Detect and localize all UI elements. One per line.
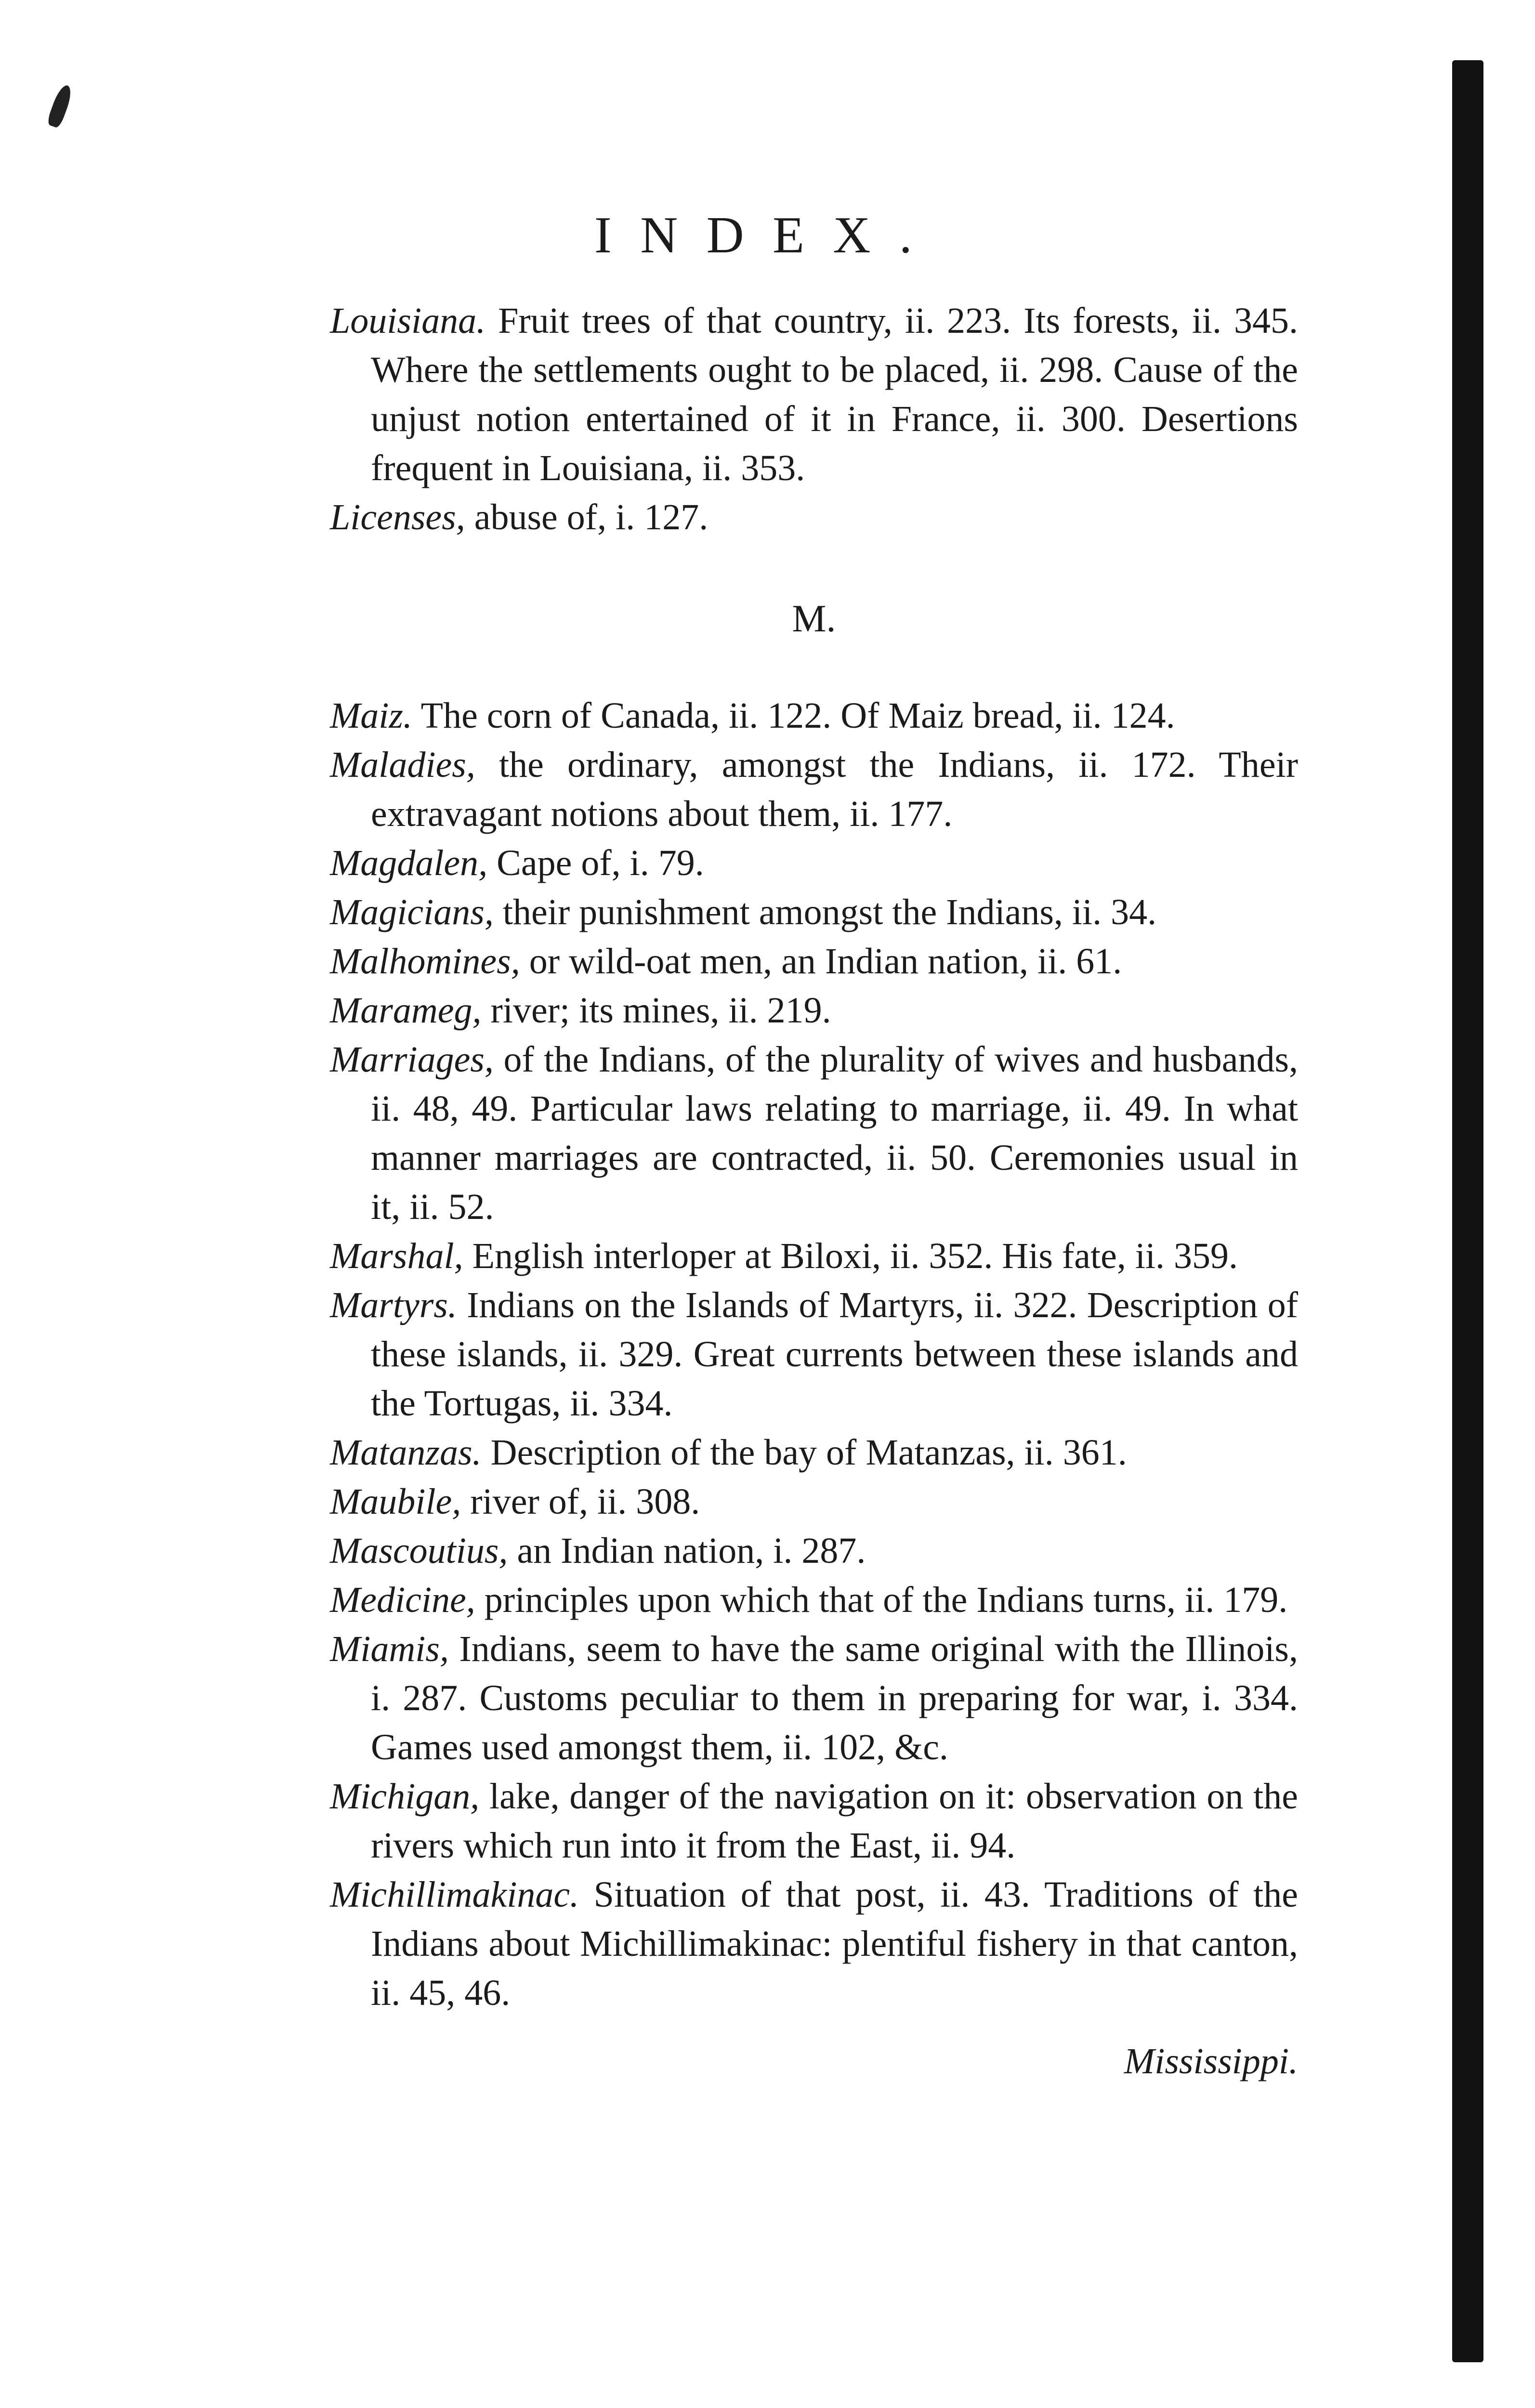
index-entry	[330, 1772, 1298, 1870]
entry-headword: Michillimakinac.	[330, 1874, 579, 1915]
entry-headword: Michigan,	[330, 1776, 480, 1817]
entry-headword: Maladies,	[330, 745, 475, 785]
entry-headword: Louisiana.	[330, 301, 486, 341]
entry-text: the ordinary, amongst the Indians, ii. 172. Their extravagant notions about them, ii. 177.	[371, 745, 1299, 834]
entry-text: English interloper at Biloxi, ii. 352. His fate, ii. 359.	[472, 1236, 1238, 1276]
entry-text: or wild-oat men, an Indian nation, ii. 61.	[529, 941, 1122, 982]
catchword: Mississippi.	[1124, 2041, 1298, 2081]
entry-text: an Indian nation, i. 287.	[517, 1531, 866, 1571]
entry-text: abuse of, i. 127.	[474, 497, 708, 537]
index-entry	[330, 1477, 1298, 1526]
entry-headword: Marshal,	[330, 1236, 463, 1276]
index-entry	[330, 1624, 1298, 1772]
ink-mark	[46, 83, 75, 129]
entry-text: Description of the bay of Matanzas, ii. 361.	[490, 1432, 1127, 1473]
running-head: INDEX.	[594, 207, 941, 264]
entry-text: Indians on the Islands of Martyrs, ii. 322. Description of these islands, ii. 329. Great currents between these islands and the Tortugas, ii. 334.	[371, 1285, 1299, 1424]
index-entry	[330, 296, 1298, 493]
index-entry	[330, 691, 1298, 740]
page-edge-shadow	[1452, 60, 1483, 2362]
index-entry	[330, 838, 1298, 888]
entry-headword: Medicine,	[330, 1580, 475, 1620]
section-letter: M.	[792, 598, 836, 640]
entry-text: principles upon which that of the Indians turns, ii. 179.	[484, 1580, 1288, 1620]
entry-headword: Maiz.	[330, 695, 412, 736]
entry-text: river of, ii. 308.	[470, 1481, 700, 1522]
entry-headword: Marameg,	[330, 990, 482, 1031]
entry-headword: Mascoutius,	[330, 1531, 508, 1571]
entry-text: of the Indians, of the plurality of wives and husbands, ii. 48, 49. Particular laws relating to marriage, ii. 49. In what manner marriages are contracted, ii. 50. Ceremonies usual in it, ii. 52.	[371, 1039, 1299, 1227]
index-entry	[330, 1035, 1298, 1231]
entry-text: river; its mines, ii. 219.	[490, 990, 831, 1031]
entry-text: Cape of, i. 79.	[497, 843, 704, 883]
entry-text: their punishment amongst the Indians, ii. 34.	[502, 892, 1157, 932]
index-entry	[330, 1231, 1298, 1281]
index-entry	[330, 986, 1298, 1035]
index-entry	[330, 1870, 1298, 2017]
index-entry	[330, 1575, 1298, 1624]
entry-headword: Martyrs.	[330, 1285, 457, 1325]
index-entry	[330, 1526, 1298, 1575]
index-entry	[330, 1281, 1298, 1428]
entry-headword: Malhomines,	[330, 941, 520, 982]
entry-text: Fruit trees of that country, ii. 223. Its forests, ii. 345. Where the settlements ought to be placed, ii. 298. Cause of the unjust notion entertained of it in France, ii. 300. Desertions frequent in Louisiana, ii. 353.	[371, 301, 1299, 488]
entry-headword: Licenses,	[330, 497, 465, 537]
entry-headword: Magdalen,	[330, 843, 488, 883]
entry-headword: Marriages,	[330, 1039, 494, 1080]
index-entry	[330, 493, 1298, 542]
entry-headword: Magicians,	[330, 892, 494, 932]
entry-text: Situation of that post, ii. 43. Traditions of the Indians about Michillimakinac: plentiful fishery in that canton, ii. 45, 46.	[371, 1874, 1298, 2013]
index-entry	[330, 1428, 1298, 1477]
index-entry	[330, 888, 1298, 937]
entry-text: lake, danger of the navigation on it: observation on the rivers which run into it from the East, ii. 94.	[371, 1776, 1299, 1866]
entry-headword: Maubile,	[330, 1481, 461, 1522]
index-entry	[330, 740, 1298, 838]
index-body	[330, 296, 1298, 2086]
index-entry	[330, 937, 1298, 986]
entry-text: The corn of Canada, ii. 122. Of Maiz bread, ii. 124.	[420, 695, 1175, 736]
entry-headword: Matanzas.	[330, 1432, 482, 1473]
entry-headword: Miamis,	[330, 1629, 449, 1669]
entry-text: Indians, seem to have the same original with the Illinois, i. 287. Customs peculiar to them in preparing for war, i. 334. Games used amongst them, ii. 102, &c.	[371, 1629, 1299, 1767]
